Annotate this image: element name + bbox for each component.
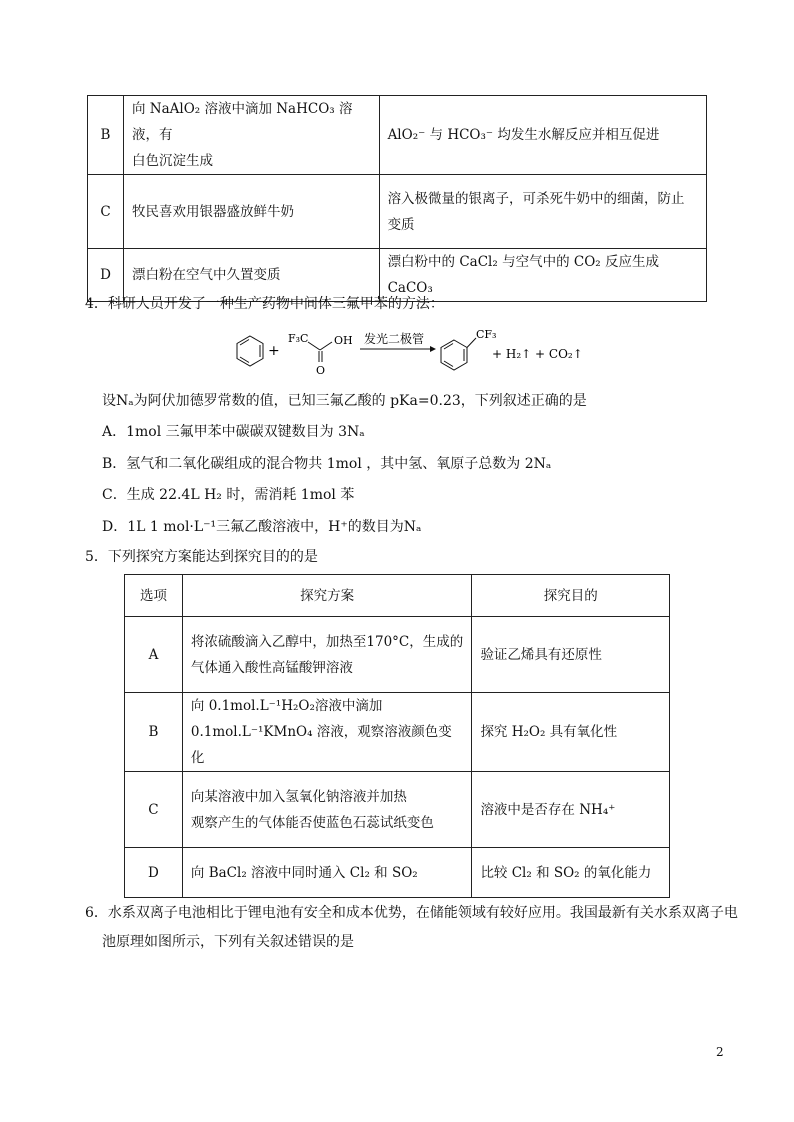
row-plan: 向 BaCl₂ 溶液中同时通入 Cl₂ 和 SO₂: [182, 848, 472, 898]
table-row: [88, 175, 707, 249]
question-4-option-a: A．1mol 三氟甲苯中碳碳双键数目为 3Nₐ: [102, 424, 365, 440]
row-label: D: [88, 249, 124, 302]
plan-line: 观察产生的气体能否使蓝色石蕊试纸变色: [190, 814, 434, 831]
question-6-line-2: 池原理如图所示，下列有关叙述错误的是: [102, 934, 354, 950]
table-row: [125, 772, 670, 848]
o-label: O: [316, 364, 326, 377]
plus-sign: +: [268, 343, 280, 359]
content-line: 白色沉淀生成: [131, 153, 213, 169]
row-content: 牧民喜欢用银器盛放鲜牛奶: [123, 175, 379, 249]
table-q3-continuation: [87, 95, 707, 302]
arrow-head-icon: [430, 346, 436, 352]
row-label: C: [125, 772, 183, 848]
row-label: C: [88, 175, 124, 249]
explain-line: 溶入极微量的银离子，可杀死牛奶中的细菌，防止: [387, 190, 685, 207]
plan-line: 0.1mol.L⁻¹KMnO₄ 溶液，观察溶液颜色变化: [190, 724, 452, 766]
explain-line: 变质: [387, 216, 415, 233]
reaction-scheme: [230, 324, 590, 380]
row-plan: [182, 772, 472, 848]
row-label: B: [125, 693, 183, 772]
row-explain: AlO₂⁻ 与 HCO₃⁻ 均发生水解反应并相互促进: [379, 96, 706, 175]
row-goal: 探究 H₂O₂ 具有氧化性: [472, 693, 670, 772]
byproducts-label: + H₂↑ + CO₂↑: [492, 347, 583, 361]
acid-bonds: [308, 342, 332, 362]
row-plan: [182, 693, 472, 772]
table-row: [125, 848, 670, 898]
benzene-icon: [237, 336, 263, 366]
row-label: B: [88, 96, 124, 175]
table-row: [125, 617, 670, 693]
question-4-option-c: C．生成 22.4L H₂ 时，需消耗 1mol 苯: [102, 487, 355, 503]
plan-line: 向 0.1mol.L⁻¹H₂O₂溶液中滴加: [190, 698, 383, 714]
cf3-label: F₃C: [288, 332, 309, 345]
row-plan: [182, 617, 472, 693]
row-explain: [379, 175, 706, 249]
row-explain: 漂白粉中的 CaCl₂ 与空气中的 CO₂ 反应生成 CaCO₃: [379, 249, 706, 302]
row-label: A: [125, 617, 183, 693]
table-row: [88, 96, 707, 175]
row-content: [123, 96, 379, 175]
row-label: D: [125, 848, 183, 898]
header-option: 选项: [125, 575, 183, 617]
plan-line: 向某溶液中加入氢氧化钠溶液并加热: [190, 788, 407, 805]
table-q5: [124, 574, 670, 898]
reaction-diagram: [230, 324, 590, 380]
header-plan: 探究方案: [182, 575, 472, 617]
plan-line: 气体通入酸性高锰酸钾溶液: [190, 659, 353, 676]
question-4-option-d: D．1L 1 mol·L⁻¹三氟乙酸溶液中，H⁺的数目为Nₐ: [102, 519, 422, 535]
row-goal: 溶液中是否存在 NH₄⁺: [472, 772, 670, 848]
arrow-label: 发光二极管: [364, 332, 425, 346]
question-5-stem: 5．下列探究方案能达到探究目的的是: [85, 549, 318, 565]
question-4-stem: 4．科研人员开发了一种生产药物中间体三氟甲苯的方法：: [85, 296, 444, 312]
row-content: 漂白粉在空气中久置变质: [123, 249, 379, 302]
page-number: 2: [716, 1045, 724, 1059]
table-header-row: [125, 575, 670, 617]
table-row: [125, 693, 670, 772]
question-4-option-b: B．氢气和二氧化碳组成的混合物共 1mol ，其中氢、氧原子总数为 2Nₐ: [102, 456, 552, 472]
question-4-given: 设Nₐ为阿伏加德罗常数的值，已知三氟乙酸的 pKa=0.23，下列叙述正确的是: [102, 393, 587, 409]
row-goal: 验证乙烯具有还原性: [472, 617, 670, 693]
product-cf3-label: CF₃: [476, 328, 497, 341]
trifluorotoluene-icon: [441, 338, 476, 370]
question-6-line-1: 6．水系双离子电池相比于锂电池有安全和成本优势，在储能领域有较好应用。我国最新有关水系双离子电: [85, 905, 738, 921]
content-line: 向 NaAlO₂ 溶液中滴加 NaHCO₃ 溶液，有: [131, 101, 353, 143]
row-goal: 比较 Cl₂ 和 SO₂ 的氧化能力: [472, 848, 670, 898]
header-goal: 探究目的: [472, 575, 670, 617]
plan-line: 将浓硫酸滴入乙醇中，加热至170°C，生成的: [190, 633, 464, 650]
oh-label: OH: [334, 334, 353, 347]
